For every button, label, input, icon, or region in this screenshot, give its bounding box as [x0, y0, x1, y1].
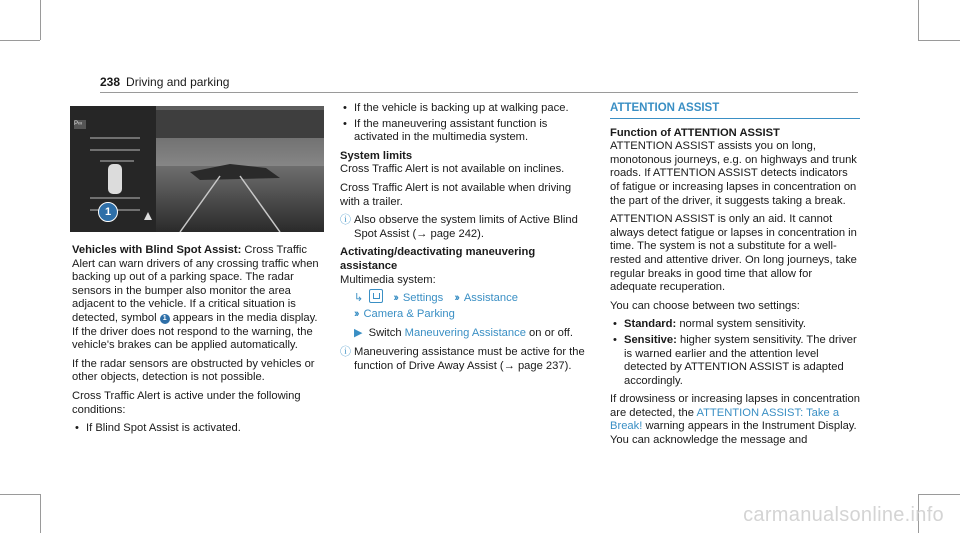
setting-maneuvering-assistance[interactable]: Maneuvering Assistance: [404, 327, 526, 340]
text: warning appears in the Instrument Display. You can acknowledge the message and: [610, 420, 857, 447]
info-icon: ⓘ: [340, 345, 351, 358]
crop-mark: [0, 494, 40, 495]
paragraph: [610, 393, 860, 447]
text: on or off.: [525, 327, 573, 340]
paragraph: Cross Traffic Alert is active under the following conditions:: [72, 389, 301, 416]
paragraph: [610, 127, 860, 141]
menu-item-camera-parking[interactable]: Camera & Parking: [363, 307, 455, 320]
option-label: Standard:: [624, 318, 677, 331]
section-heading: Activating/deactivating maneuvering assistance: [340, 246, 536, 272]
paragraph: Cross Traffic Alert is not available on inclines.: [340, 163, 565, 176]
note: [340, 346, 590, 373]
bullet-list: [340, 102, 590, 145]
text: appears in the media display. If the driver does not respond to the warning, the vehicle's brakes can be applied automatically.: [72, 311, 318, 352]
chevron-right-icon: ››: [454, 292, 458, 305]
crop-mark: [918, 494, 960, 495]
note-text: Also observe the system limits of Active Blind Spot Assist (→ page 242).: [354, 214, 578, 240]
side-label: P∞: [74, 121, 83, 127]
instruction: [340, 327, 590, 341]
text: Switch: [368, 327, 405, 340]
info-icon: ⓘ: [340, 214, 351, 227]
paragraph: You can choose between two settings:: [610, 299, 800, 312]
callout-1: 1: [98, 202, 118, 222]
section-title: Driving and parking: [126, 75, 230, 89]
menu-path: [340, 308, 590, 322]
section-title: ATTENTION ASSIST: [610, 102, 720, 114]
crop-mark: [918, 40, 960, 41]
camera-figure: [70, 106, 324, 232]
menu-path: [340, 289, 590, 306]
text: If drowsiness or increasing lapses in concentration are detected, the: [610, 393, 860, 419]
note: [340, 214, 590, 241]
paragraph: Multimedia system:: [340, 273, 436, 286]
paragraph: Cross Traffic Alert is not available when driving with a trailer.: [340, 181, 572, 208]
paragraph: ATTENTION ASSIST assists you on long, monotonous journeys, e.g. on highways and trunk roads. If ATTENTION ASSIST detects indicators of fatigue or increasing lapses in concentration on the part of the driver, it suggests taking a break.: [610, 140, 857, 207]
crop-mark: [40, 494, 41, 533]
menu-item-settings[interactable]: Settings: [402, 292, 444, 305]
option-label: Sensitive:: [624, 333, 677, 346]
callout-badge: 1: [160, 314, 170, 324]
note-text: Maneuvering assistance must be active for the function of Drive Away Assist (→ page 237).: [354, 345, 585, 372]
paragraph: If the radar sensors are obstructed by vehicles or other objects, detection is not possible.: [72, 357, 315, 384]
menu-item-assistance[interactable]: Assistance: [463, 292, 518, 305]
section-heading: System limits: [340, 149, 413, 162]
section-heading: Function of ATTENTION ASSIST: [610, 126, 780, 139]
list-item: [610, 318, 860, 332]
list-item: • If the maneuvering assistant function is activated in the multimedia system.: [340, 118, 590, 145]
list-item: • If the vehicle is backing up at walking pace.: [340, 102, 590, 116]
paragraph-heading: Vehicles with Blind Spot Assist:: [72, 244, 242, 256]
turn-arrow-icon: ↳: [354, 292, 364, 305]
page-header: [100, 75, 229, 89]
crop-mark: [40, 0, 41, 40]
play-icon: ▶: [354, 327, 363, 340]
section-rule: [610, 118, 860, 119]
text: Cross Traffic Alert can warn drivers of any crossing traffic when backing up out of a parking space. The radar sensors in the bumper also monitor the area adjacent to the vehicle. If a critical situation is detected, symbol: [72, 244, 319, 324]
paragraph: [340, 246, 590, 273]
text: higher system sensitivity. The driver is warned earlier and the attention level detected by ATTENTION ASSIST is adapted accordingly.: [624, 333, 857, 387]
left-column: [72, 244, 324, 441]
bullet-list: [610, 318, 860, 388]
watermark: carmanualsonline.info: [743, 504, 944, 526]
list-item: [610, 334, 860, 388]
chevron-right-icon: ››: [354, 307, 358, 320]
list-item: • If Blind Spot Assist is activated.: [72, 422, 324, 436]
chevron-right-icon: ››: [393, 292, 397, 305]
home-icon[interactable]: [369, 289, 383, 303]
page-number: 238: [100, 75, 121, 89]
right-column: [610, 102, 860, 453]
paragraph: ATTENTION ASSIST is only an aid. It cannot always detect fatigue or lapses in concentration in time. The system is not a substitute for a well-rested and attentive driver. On long journeys, take regular breaks in good time that allow for adequate recuperation.: [610, 213, 857, 294]
crop-mark: [918, 0, 919, 40]
warning-message-link: ATTENTION ASSIST: Take a Break!: [610, 406, 840, 433]
text: normal system sensitivity.: [676, 318, 806, 331]
paragraph: [72, 244, 324, 353]
crop-mark: [0, 40, 40, 41]
paragraph: [340, 150, 590, 164]
bullet-list: [72, 422, 324, 436]
header-rule: [100, 92, 858, 93]
middle-column: [340, 102, 590, 378]
